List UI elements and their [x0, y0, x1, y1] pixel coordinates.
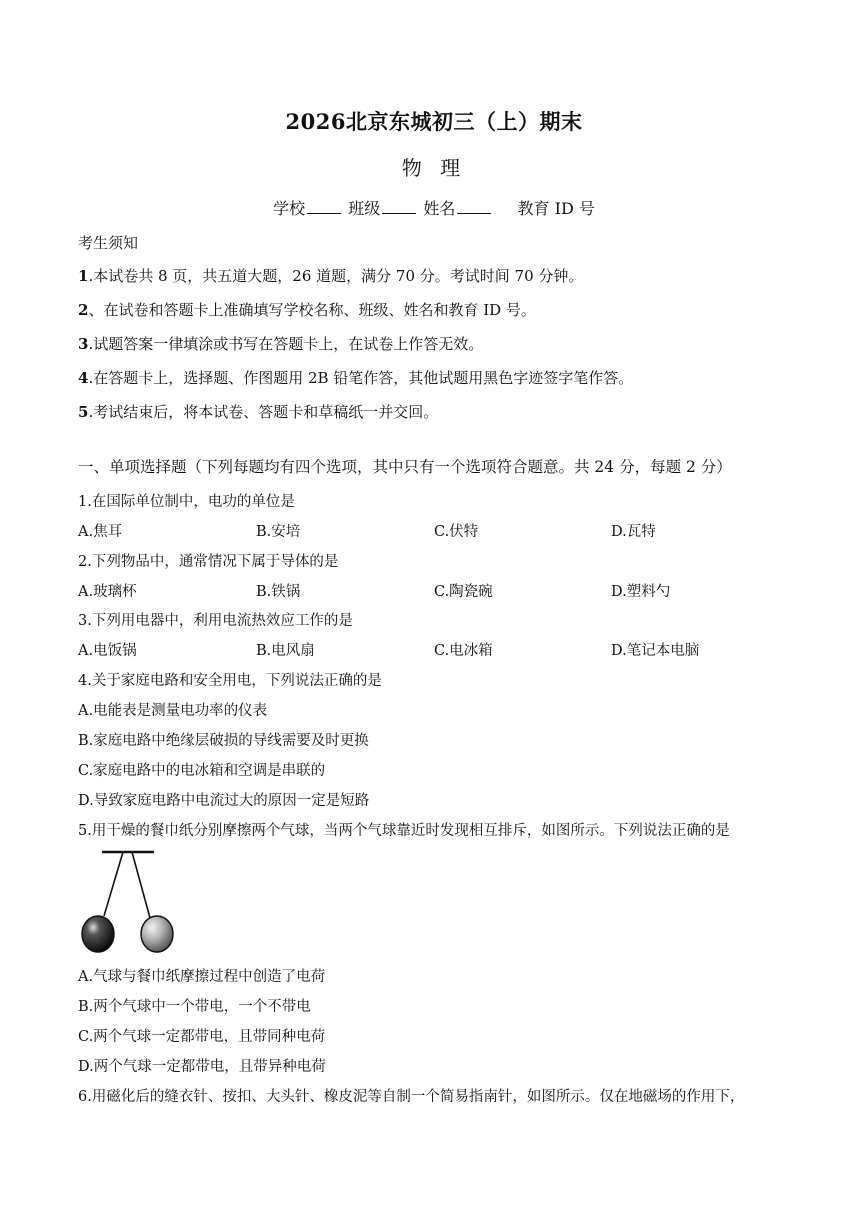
option: A.气球与餐巾纸摩擦过程中创造了电荷: [78, 969, 326, 985]
question-stem: 2.下列物品中，通常情况下属于导体的是: [78, 554, 339, 570]
option: C.两个气球一定都带电，且带同种电荷: [78, 1029, 326, 1045]
option: D.笔记本电脑: [611, 643, 700, 659]
id-label: 教育 ID 号: [517, 199, 595, 218]
option: D.塑料勺: [611, 584, 671, 600]
option: D.瓦特: [611, 524, 656, 540]
question-stem: 1.在国际单位制中，电功的单位是: [78, 494, 295, 510]
school-blank[interactable]: [307, 199, 341, 214]
question-stem: 4.关于家庭电路和安全用电，下列说法正确的是: [78, 673, 382, 689]
class-label: 班级: [348, 199, 381, 218]
option: C.伏特: [434, 524, 479, 540]
notice-item: 4.在答题卡上，选择题、作图题用 2B 铅笔作答，其他试题用黑色字迹签字笔作答。: [78, 369, 634, 387]
notice-item: 5.考试结束后，将本试卷、答题卡和草稿纸一并交回。: [78, 403, 439, 421]
question-stem: 5.用干燥的餐巾纸分别摩擦两个气球，当两个气球靠近时发现相互排斥，如图所示。下列说法正确的是: [78, 823, 730, 839]
question-stem: 6.用磁化后的缝衣针、按扣、大头针、橡皮泥等自制一个简易指南针，如图所示。仅在地磁场的作用下，: [78, 1089, 745, 1105]
name-blank[interactable]: [457, 199, 491, 214]
option: A.电能表是测量电功率的仪表: [78, 703, 268, 719]
right-balloon: [141, 916, 173, 952]
option: B.电风扇: [256, 643, 315, 659]
name-label: 姓名: [423, 199, 456, 218]
subject-title: 物 理: [401, 156, 467, 180]
right-string: [132, 852, 150, 918]
notice-item: 2、在试卷和答题卡上准确填写学校名称、班级、姓名和教育 ID 号。: [78, 301, 536, 319]
student-info-line: [0, 196, 868, 219]
question-stem: 3.下列用电器中，利用电流热效应工作的是: [78, 613, 353, 629]
notice-item: 3.试题答案一律填涂或书写在答题卡上，在试卷上作答无效。: [78, 335, 484, 353]
option: C.电冰箱: [434, 643, 493, 659]
option: C.陶瓷碗: [434, 584, 493, 600]
option: B.两个气球中一个带电，一个不带电: [78, 999, 311, 1015]
option: B.铁锅: [256, 584, 301, 600]
notice-item: 1.本试卷共 8 页，共五道大题，26 道题，满分 70 分。考试时间 70 分钟。: [78, 267, 584, 285]
left-balloon: [82, 916, 114, 952]
option: C.家庭电路中的电冰箱和空调是串联的: [78, 763, 326, 779]
school-label: 学校: [273, 199, 306, 218]
option: B.安培: [256, 524, 301, 540]
balloons-figure: [78, 846, 188, 958]
option: D.导致家庭电路中电流过大的原因一定是短路: [78, 793, 370, 809]
option: B.家庭电路中绝缘层破损的导线需要及时更换: [78, 733, 369, 749]
class-blank[interactable]: [382, 199, 416, 214]
exam-title: 2026北京东城初三（上）期末: [285, 109, 583, 134]
left-string: [104, 852, 123, 916]
option: A.焦耳: [78, 524, 123, 540]
section-heading: 一、单项选择题（下列每题均有四个选项，其中只有一个选项符合题意。共 24 分，每题 2 分）: [78, 458, 732, 476]
option: A.电饭锅: [78, 643, 137, 659]
option: A.玻璃杯: [78, 584, 137, 600]
notice-heading: 考生须知: [78, 234, 139, 252]
option: D.两个气球一定都带电，且带异种电荷: [78, 1059, 326, 1075]
